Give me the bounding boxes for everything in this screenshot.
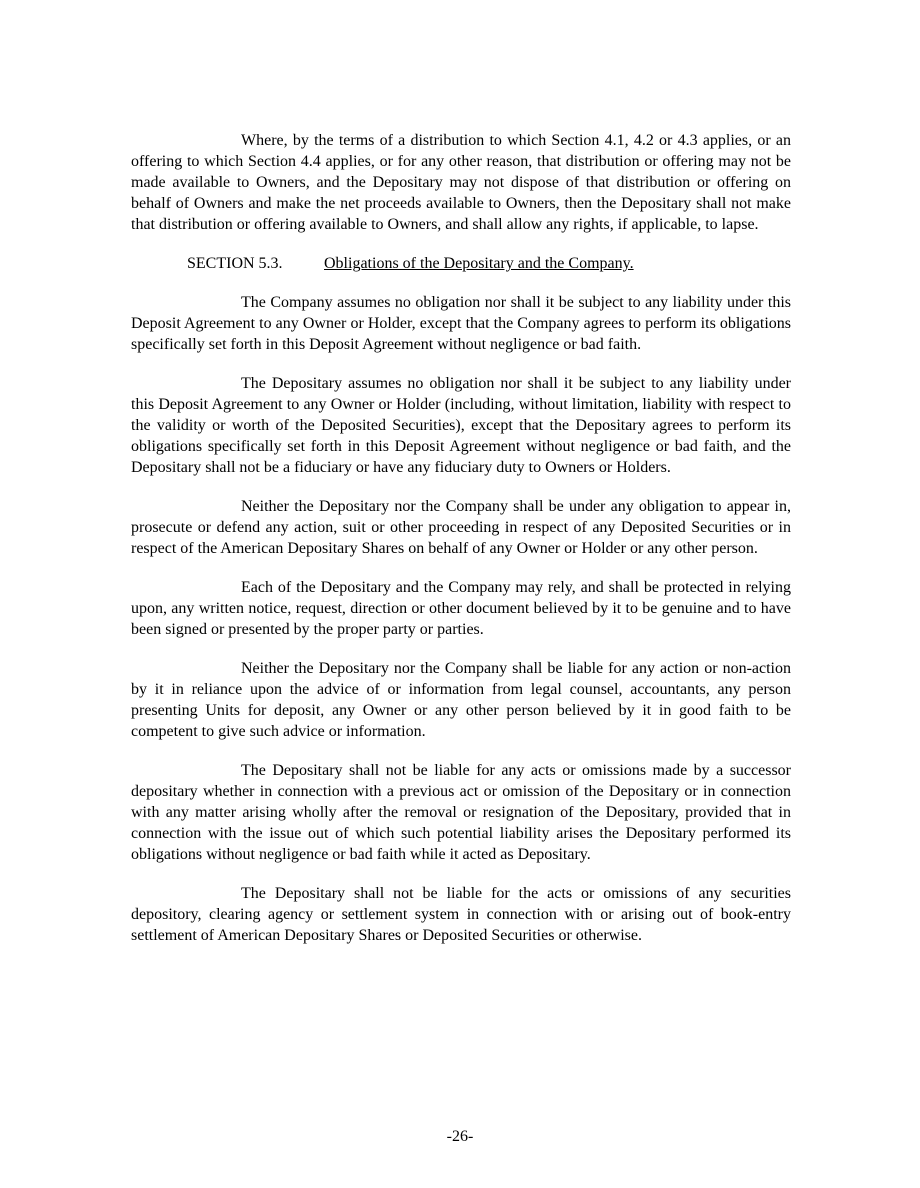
section-number: SECTION 5.3. — [187, 255, 283, 272]
paragraph-securities-depository: The Depositary shall not be liable for the acts or omissions of any securities depository, clearing agency or settlement system in connection with or arising out of book-entry settlement of American Depositary Shares or Deposited Securities or otherwise. — [131, 885, 791, 944]
paragraph-reliance-on-documents: Each of the Depositary and the Company may rely, and shall be protected in relying upon, any written notice, request, direction or other document believed by it to be genuine and to have been signed or presented by the proper party or parties. — [131, 579, 791, 638]
section-heading — [131, 253, 791, 274]
section-title: Obligations of the Depositary and the Company. — [324, 255, 634, 272]
paragraph-reliance-on-advice: Neither the Depositary nor the Company shall be liable for any action or non-action by it in reliance upon the advice of or information from legal counsel, accountants, any person presenting Units for deposit, any Owner or any other person believed by it in good faith to be competent to give such advice or information. — [131, 660, 791, 740]
paragraph-company-obligation: The Company assumes no obligation nor shall it be subject to any liability under this Deposit Agreement to any Owner or Holder, except that the Company agrees to perform its obligations specifically set forth in this Deposit Agreement without negligence or bad faith. — [131, 294, 791, 353]
page-body — [131, 130, 791, 964]
page-number: -26- — [446, 1128, 474, 1145]
paragraph-no-duty-to-defend: Neither the Depositary nor the Company shall be under any obligation to appear in, prosecute or defend any action, suit or other proceeding in respect of any Deposited Securities or in respect of the American Depositary Shares on behalf of any Owner or Holder or any other person. — [131, 498, 791, 557]
paragraph-successor-depositary: The Depositary shall not be liable for any acts or omissions made by a successor depositary whether in connection with a previous act or omission of the Depositary or in connection with any matter arising wholly after the removal or resignation of the Depositary, provided that in connection with the issue out of which such potential liability arises the Depositary performed its obligations without negligence or bad faith while it acted as Depositary. — [131, 762, 791, 863]
paragraph-depositary-obligation: The Depositary assumes no obligation nor shall it be subject to any liability under this Deposit Agreement to any Owner or Holder (including, without limitation, liability with respect to the validity or worth of the Deposited Securities), except that the Depositary agrees to perform its obligations specifically set forth in this Deposit Agreement without negligence or bad faith, and the Depositary shall not be a fiduciary or have any fiduciary duty to Owners or Holders. — [131, 375, 791, 476]
paragraph-distribution-lapse: Where, by the terms of a distribution to which Section 4.1, 4.2 or 4.3 applies, or an offering to which Section 4.4 applies, or for any other reason, that distribution or offering may not be made available to Owners, and the Depositary may not dispose of that distribution or offering on behalf of Owners and make the net proceeds available to Owners, then the Depositary shall not make that distribution or offering available to Owners, and shall allow any rights, if applicable, to lapse. — [131, 132, 791, 233]
